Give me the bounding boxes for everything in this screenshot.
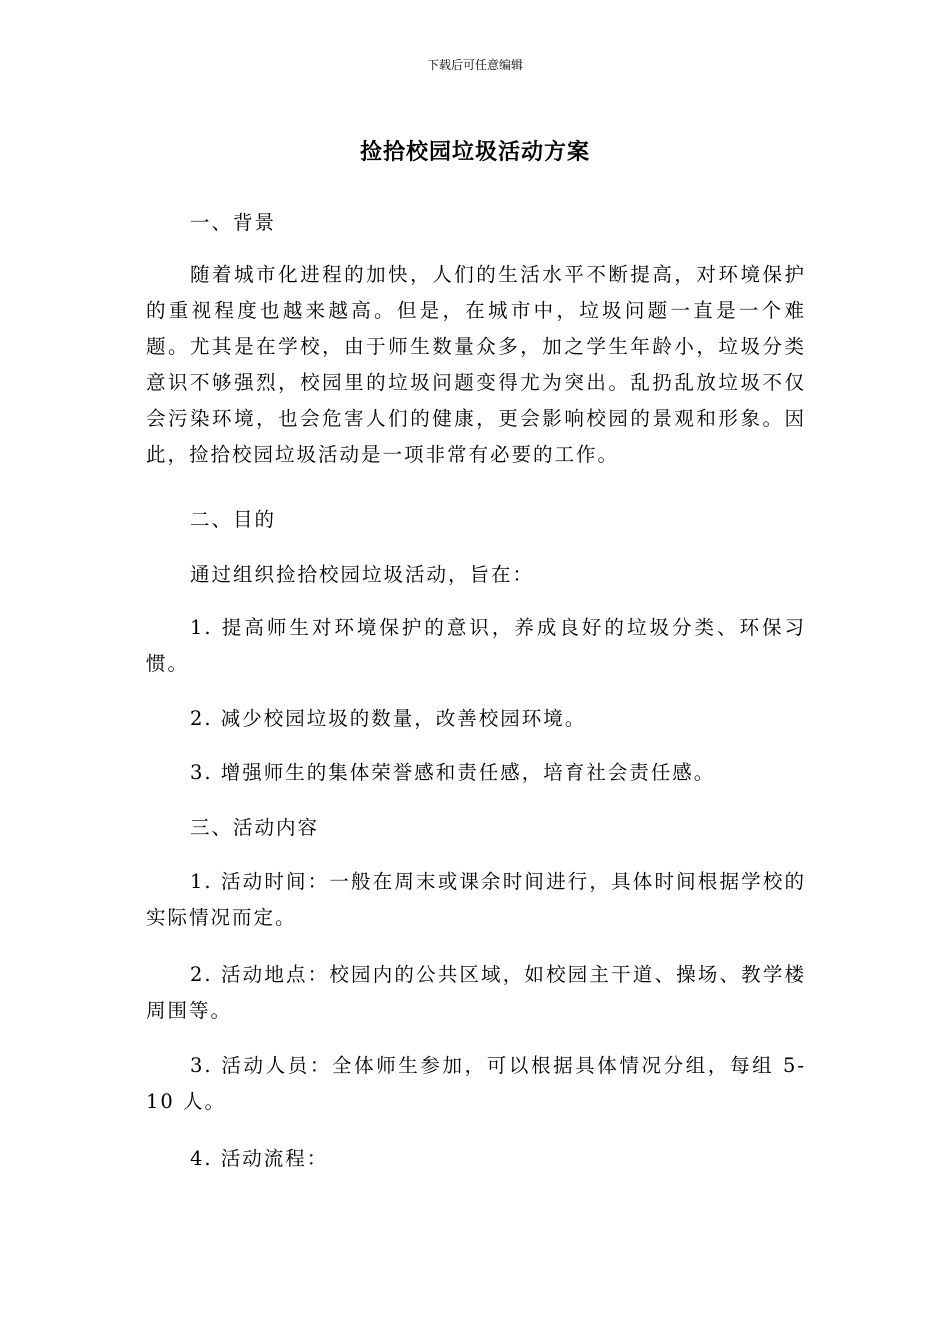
section-heading-purpose: 二、目的 <box>190 508 277 531</box>
document-title: 捡拾校园垃圾活动方案 <box>359 140 590 165</box>
header-note: 下载后可任意编辑 <box>426 58 523 72</box>
content-item-time: 1. 活动时间：一般在周末或课余时间进行，具体时间根据学校的实际情况而定。 <box>146 870 806 929</box>
content-item-process: 4. 活动流程： <box>190 1147 329 1170</box>
content-item-participants: 3. 活动人员：全体师生参加，可以根据具体情况分组，每组 5-10 人。 <box>146 1054 806 1113</box>
background-paragraph: 随着城市化进程的加快，人们的生活水平不断提高，对环境保护的重视程度也越来越高。但是，在城市中，垃圾问题一直是一个难题。尤其是在学校，由于师生数量众多，加之学生年龄小，垃圾分类意识不够强烈，校园里的垃圾问题变得尤为突出。乱扔乱放垃圾不仅会污染环境，也会危害人们的健康，更会影响校园的景观和形象。因此，捡拾校园垃圾活动是一项非常有必要的工作。 <box>146 263 806 466</box>
content-item-location: 2. 活动地点：校园内的公共区域，如校园主干道、操场、教学楼周围等。 <box>146 963 806 1022</box>
section-heading-content: 三、活动内容 <box>190 816 320 839</box>
purpose-item-2: 2. 减少校园垃圾的数量，改善校园环境。 <box>190 707 587 730</box>
purpose-intro: 通过组织捡拾校园垃圾活动，旨在： <box>190 563 535 586</box>
section-heading-background: 一、背景 <box>190 211 277 234</box>
purpose-item-3: 3. 增强师生的集体荣誉感和责任感，培育社会责任感。 <box>190 761 716 784</box>
purpose-item-1: 1. 提高师生对环境保护的意识，养成良好的垃圾分类、环保习惯。 <box>146 616 806 675</box>
